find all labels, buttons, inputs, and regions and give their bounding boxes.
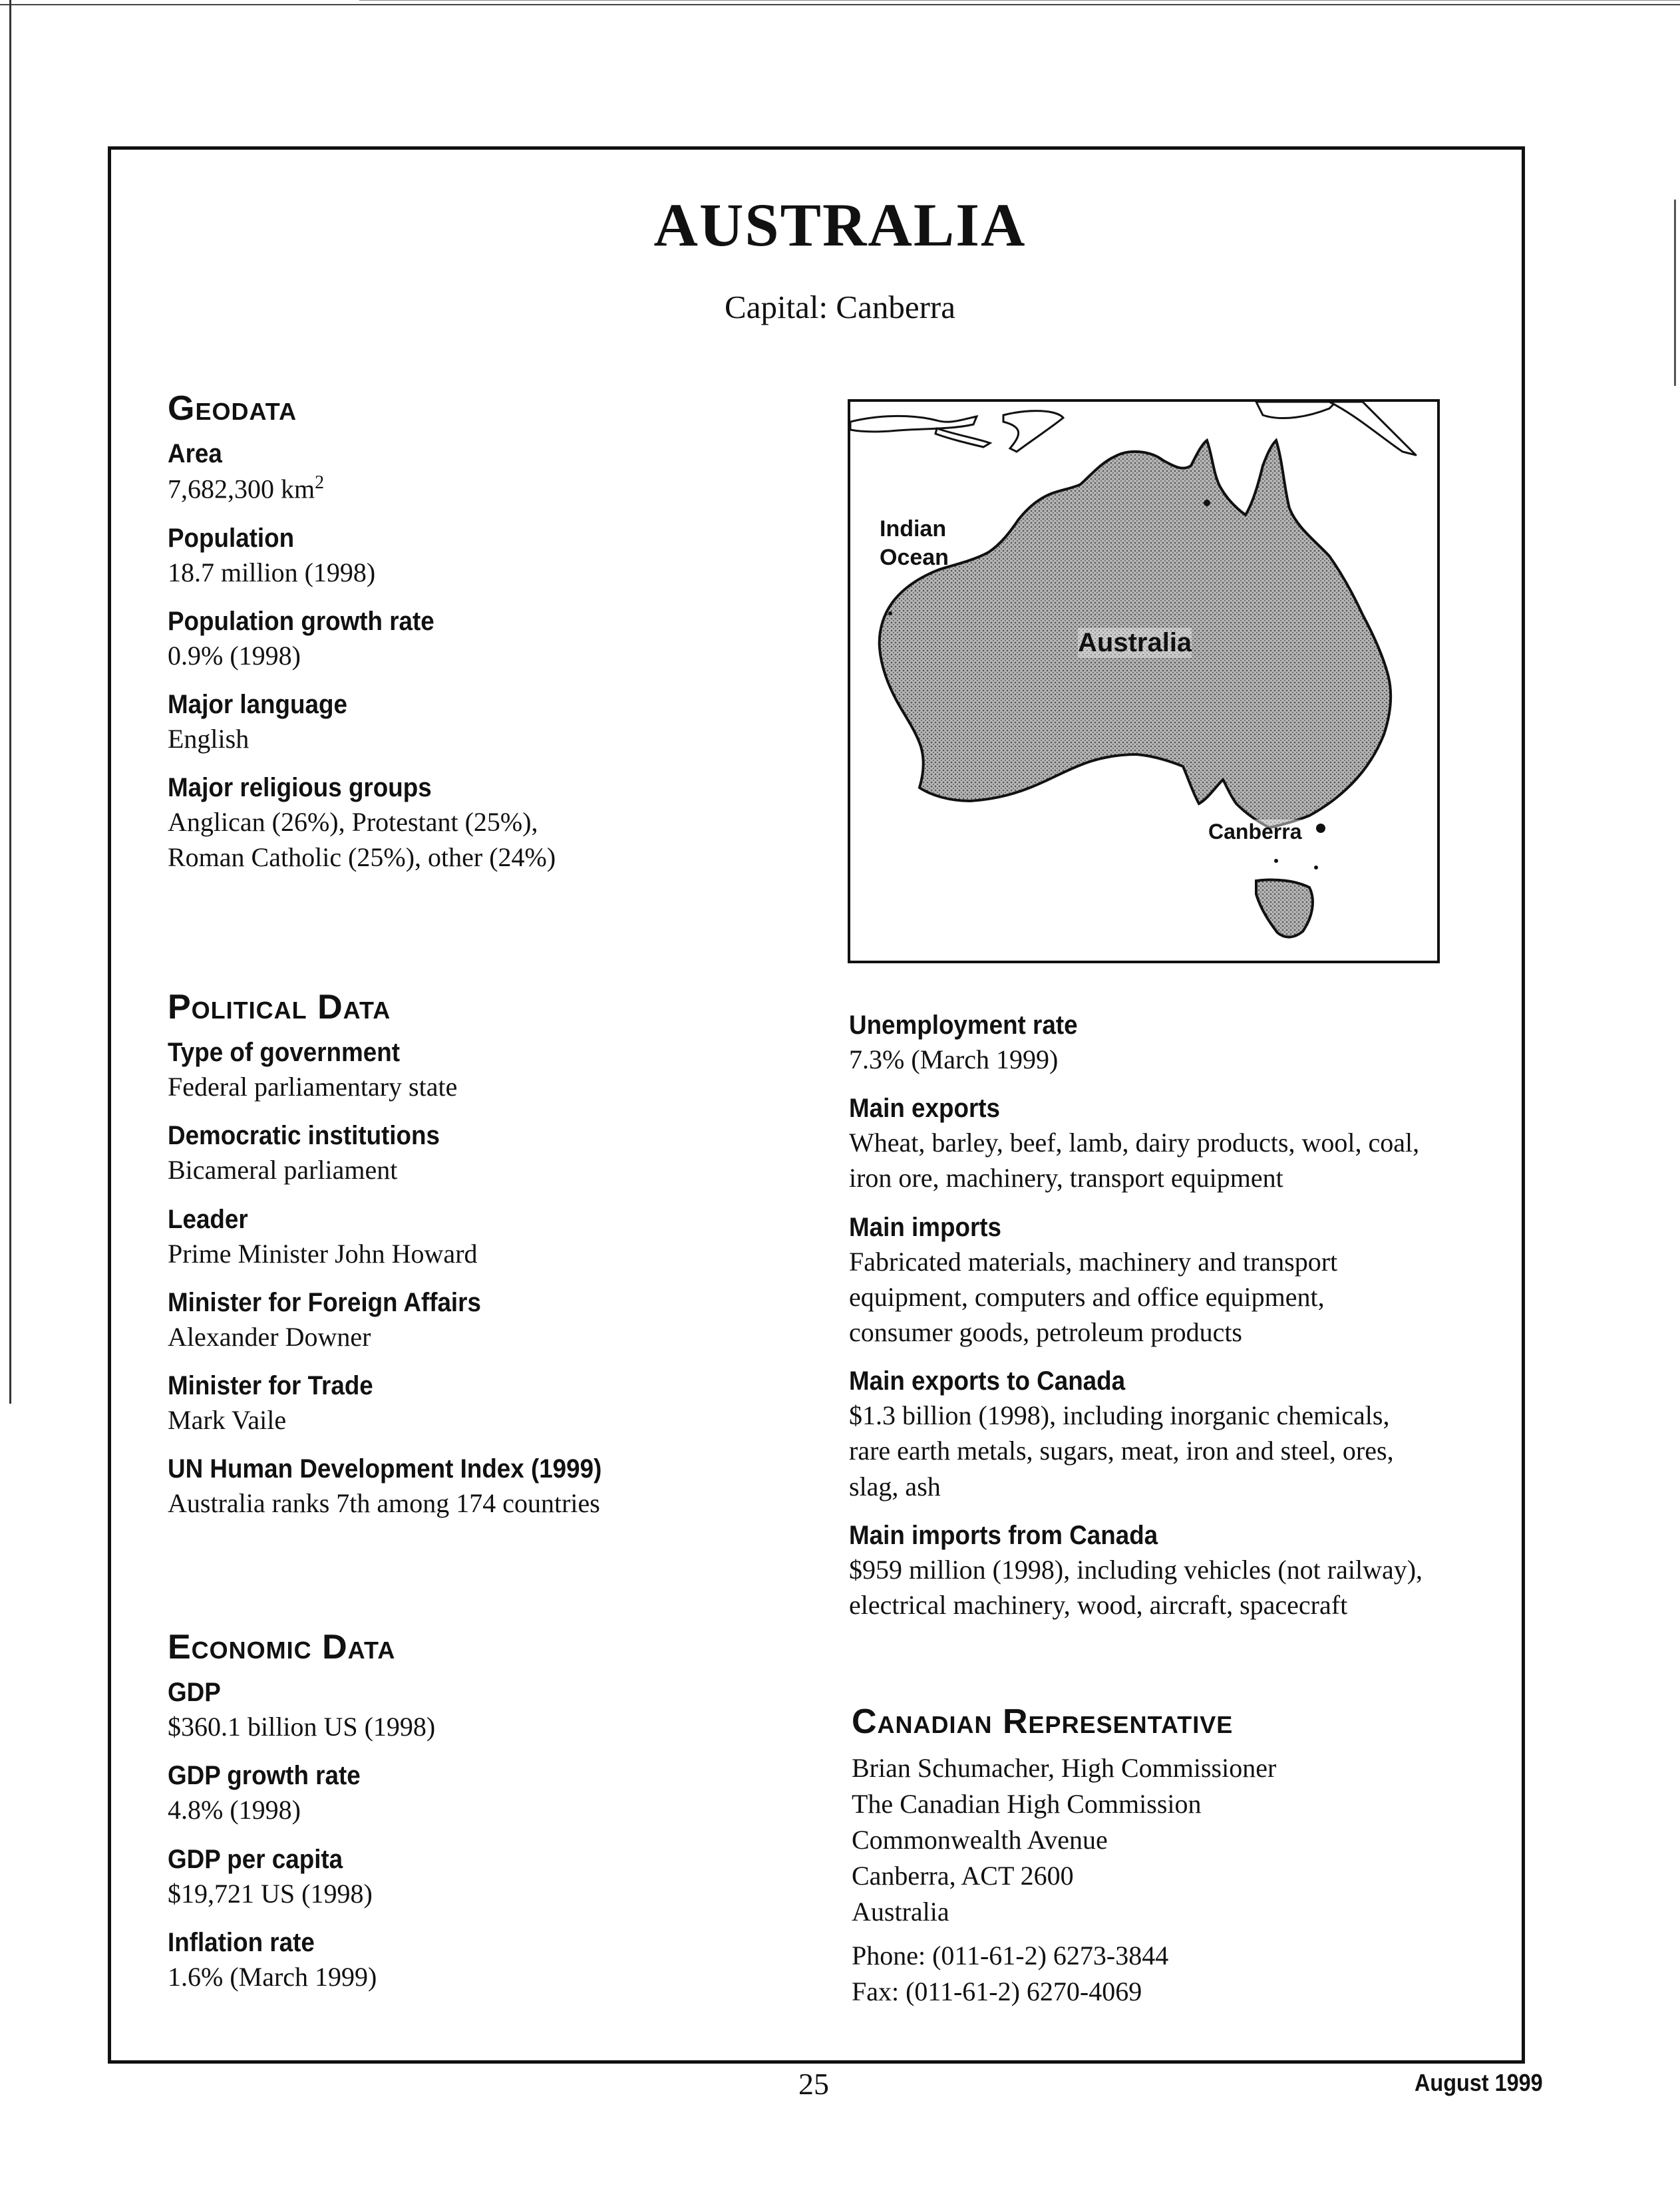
- unemployment-label: Unemployment rate: [849, 1011, 1078, 1040]
- main-exports-label: Main exports: [849, 1094, 1000, 1124]
- australia-map-graphic: [850, 402, 1437, 961]
- democratic-institutions-value: Bicameral parliament: [168, 1155, 398, 1185]
- geodata-heading: Geodata: [168, 389, 297, 428]
- major-language-label: Major language: [168, 690, 347, 720]
- geodata-section: [168, 390, 833, 890]
- major-language-value: English: [168, 724, 250, 754]
- png-outline: [1256, 402, 1336, 418]
- population-growth-label: Population growth rate: [168, 606, 434, 636]
- imports-from-canada-line: $959 million (1998), including vehicles (not railway),: [849, 1554, 1423, 1585]
- population-growth-value: 0.9% (1998): [168, 640, 301, 671]
- page-edge-top: [0, 4, 1680, 5]
- trade-minister-value: Mark Vaile: [168, 1404, 287, 1435]
- hdi-value: Australia ranks 7th among 174 countries: [168, 1488, 600, 1519]
- gdp-per-capita-value: $19,721 US (1998): [168, 1878, 373, 1909]
- trade-minister-label: Minister for Trade: [168, 1370, 373, 1400]
- map-label-ocean-line: Ocean: [880, 544, 949, 570]
- political-heading: Political Data: [168, 988, 391, 1026]
- exports-to-canada-value: [849, 1398, 1514, 1504]
- main-exports-value: [849, 1125, 1514, 1195]
- fax-number: Fax: (011-61-2) 6270-4069: [852, 1976, 1142, 2007]
- area-value: 7,682,300 $km^2$: [168, 472, 325, 504]
- tasmania: [1256, 879, 1313, 937]
- address-line: Australia: [852, 1897, 949, 1927]
- capital-subtitle: Capital: Canberra: [725, 289, 955, 325]
- inflation-label: Inflation rate: [168, 1927, 315, 1957]
- religious-groups-label: Major religious groups: [168, 773, 432, 803]
- main-exports-line: Wheat, barley, beef, lamb, dairy products, wool, coal,: [849, 1128, 1420, 1158]
- religious-groups-line: Anglican (26%), Protestant (25%),: [168, 807, 538, 838]
- address-line: Canberra, ACT 2600: [852, 1861, 1074, 1891]
- exports-to-canada-line: rare earth metals, sugars, meat, iron and steel, ores,: [849, 1436, 1394, 1466]
- foreign-minister-label: Minister for Foreign Affairs: [168, 1287, 481, 1317]
- representative-heading: Canadian Representative: [852, 1702, 1234, 1741]
- map-label-capital: Canberra: [1208, 820, 1302, 844]
- island-dot: [1314, 865, 1318, 869]
- exports-to-canada-label: Main exports to Canada: [849, 1366, 1126, 1396]
- island-dot: [1274, 859, 1278, 863]
- gdp-growth-label: GDP growth rate: [168, 1761, 361, 1791]
- religious-groups-line: Roman Catholic (25%), other (24%): [168, 842, 556, 873]
- page-title: AUSTRALIA: [653, 191, 1027, 259]
- hdi-label: UN Human Development Index (1999): [168, 1454, 602, 1484]
- area-label: Area: [168, 439, 222, 469]
- imports-from-canada-line: electrical machinery, wood, aircraft, spacecraft: [849, 1589, 1348, 1620]
- political-section: [168, 989, 833, 1535]
- imports-from-canada-value: [849, 1552, 1514, 1623]
- economic-heading: Economic Data: [168, 1628, 396, 1666]
- inflation-value: 1.6% (March 1999): [168, 1961, 377, 1992]
- australia-map: [848, 399, 1440, 963]
- publication-date: August 1999: [1415, 2069, 1543, 2096]
- economic-section: [168, 1629, 833, 2009]
- address-line: Brian Schumacher, High Commissioner: [852, 1753, 1277, 1784]
- representative-section: [852, 1703, 1517, 2010]
- foreign-minister-value: Alexander Downer: [168, 1321, 371, 1352]
- address-line: The Canadian High Commission: [852, 1789, 1202, 1819]
- religious-groups-value: [168, 804, 833, 875]
- island-dot: [1204, 500, 1210, 506]
- main-exports-line: iron ore, machinery, transport equipment: [849, 1163, 1283, 1193]
- government-type-value: Federal parliamentary state: [168, 1072, 458, 1102]
- exports-to-canada-line: $1.3 billion (1998), including inorganic chemicals,: [849, 1400, 1390, 1431]
- main-imports-label: Main imports: [849, 1212, 1001, 1242]
- island-dot: [888, 611, 892, 615]
- exports-to-canada-line: slag, ash: [849, 1471, 941, 1501]
- island-outline: [850, 416, 977, 431]
- gdp-growth-value: 4.8% (1998): [168, 1795, 301, 1825]
- leader-label: Leader: [168, 1204, 248, 1234]
- page-number: 25: [798, 2067, 829, 2101]
- map-label-country: Australia: [1078, 628, 1192, 657]
- population-value: 18.7 million (1998): [168, 557, 376, 587]
- area-unit-superscript: 2: [315, 472, 325, 494]
- main-imports-line: consumer goods, petroleum products: [849, 1317, 1242, 1347]
- leader-value: Prime Minister John Howard: [168, 1238, 478, 1269]
- imports-from-canada-label: Main imports from Canada: [849, 1520, 1158, 1550]
- unemployment-line: 7.3% (March 1999): [849, 1044, 1059, 1074]
- gdp-per-capita-label: GDP per capita: [168, 1844, 343, 1874]
- economic-section-continued: [849, 1009, 1514, 1637]
- main-imports-line: Fabricated materials, machinery and transport: [849, 1246, 1338, 1277]
- address-line: Commonwealth Avenue: [852, 1825, 1108, 1855]
- phone-number: Phone: (011-61-2) 6273-3844: [852, 1941, 1169, 1971]
- government-type-label: Type of government: [168, 1038, 400, 1068]
- gdp-label: GDP: [168, 1678, 221, 1708]
- gdp-value: $360.1 billion US (1998): [168, 1712, 436, 1742]
- map-label-ocean-line: Indian: [880, 516, 947, 542]
- png-outline: [1329, 402, 1416, 455]
- capital-marker-icon: [1316, 824, 1325, 833]
- page-edge-top-faint: [359, 0, 1680, 1]
- main-imports-line: equipment, computers and office equipment,: [849, 1281, 1325, 1312]
- main-imports-value: [849, 1244, 1514, 1350]
- population-label: Population: [168, 523, 295, 553]
- map-label-ocean: [880, 515, 949, 571]
- island-outline: [1003, 411, 1063, 452]
- democratic-institutions-label: Democratic institutions: [168, 1121, 440, 1151]
- island-outline: [935, 428, 990, 447]
- unemployment-value: [849, 1042, 1514, 1077]
